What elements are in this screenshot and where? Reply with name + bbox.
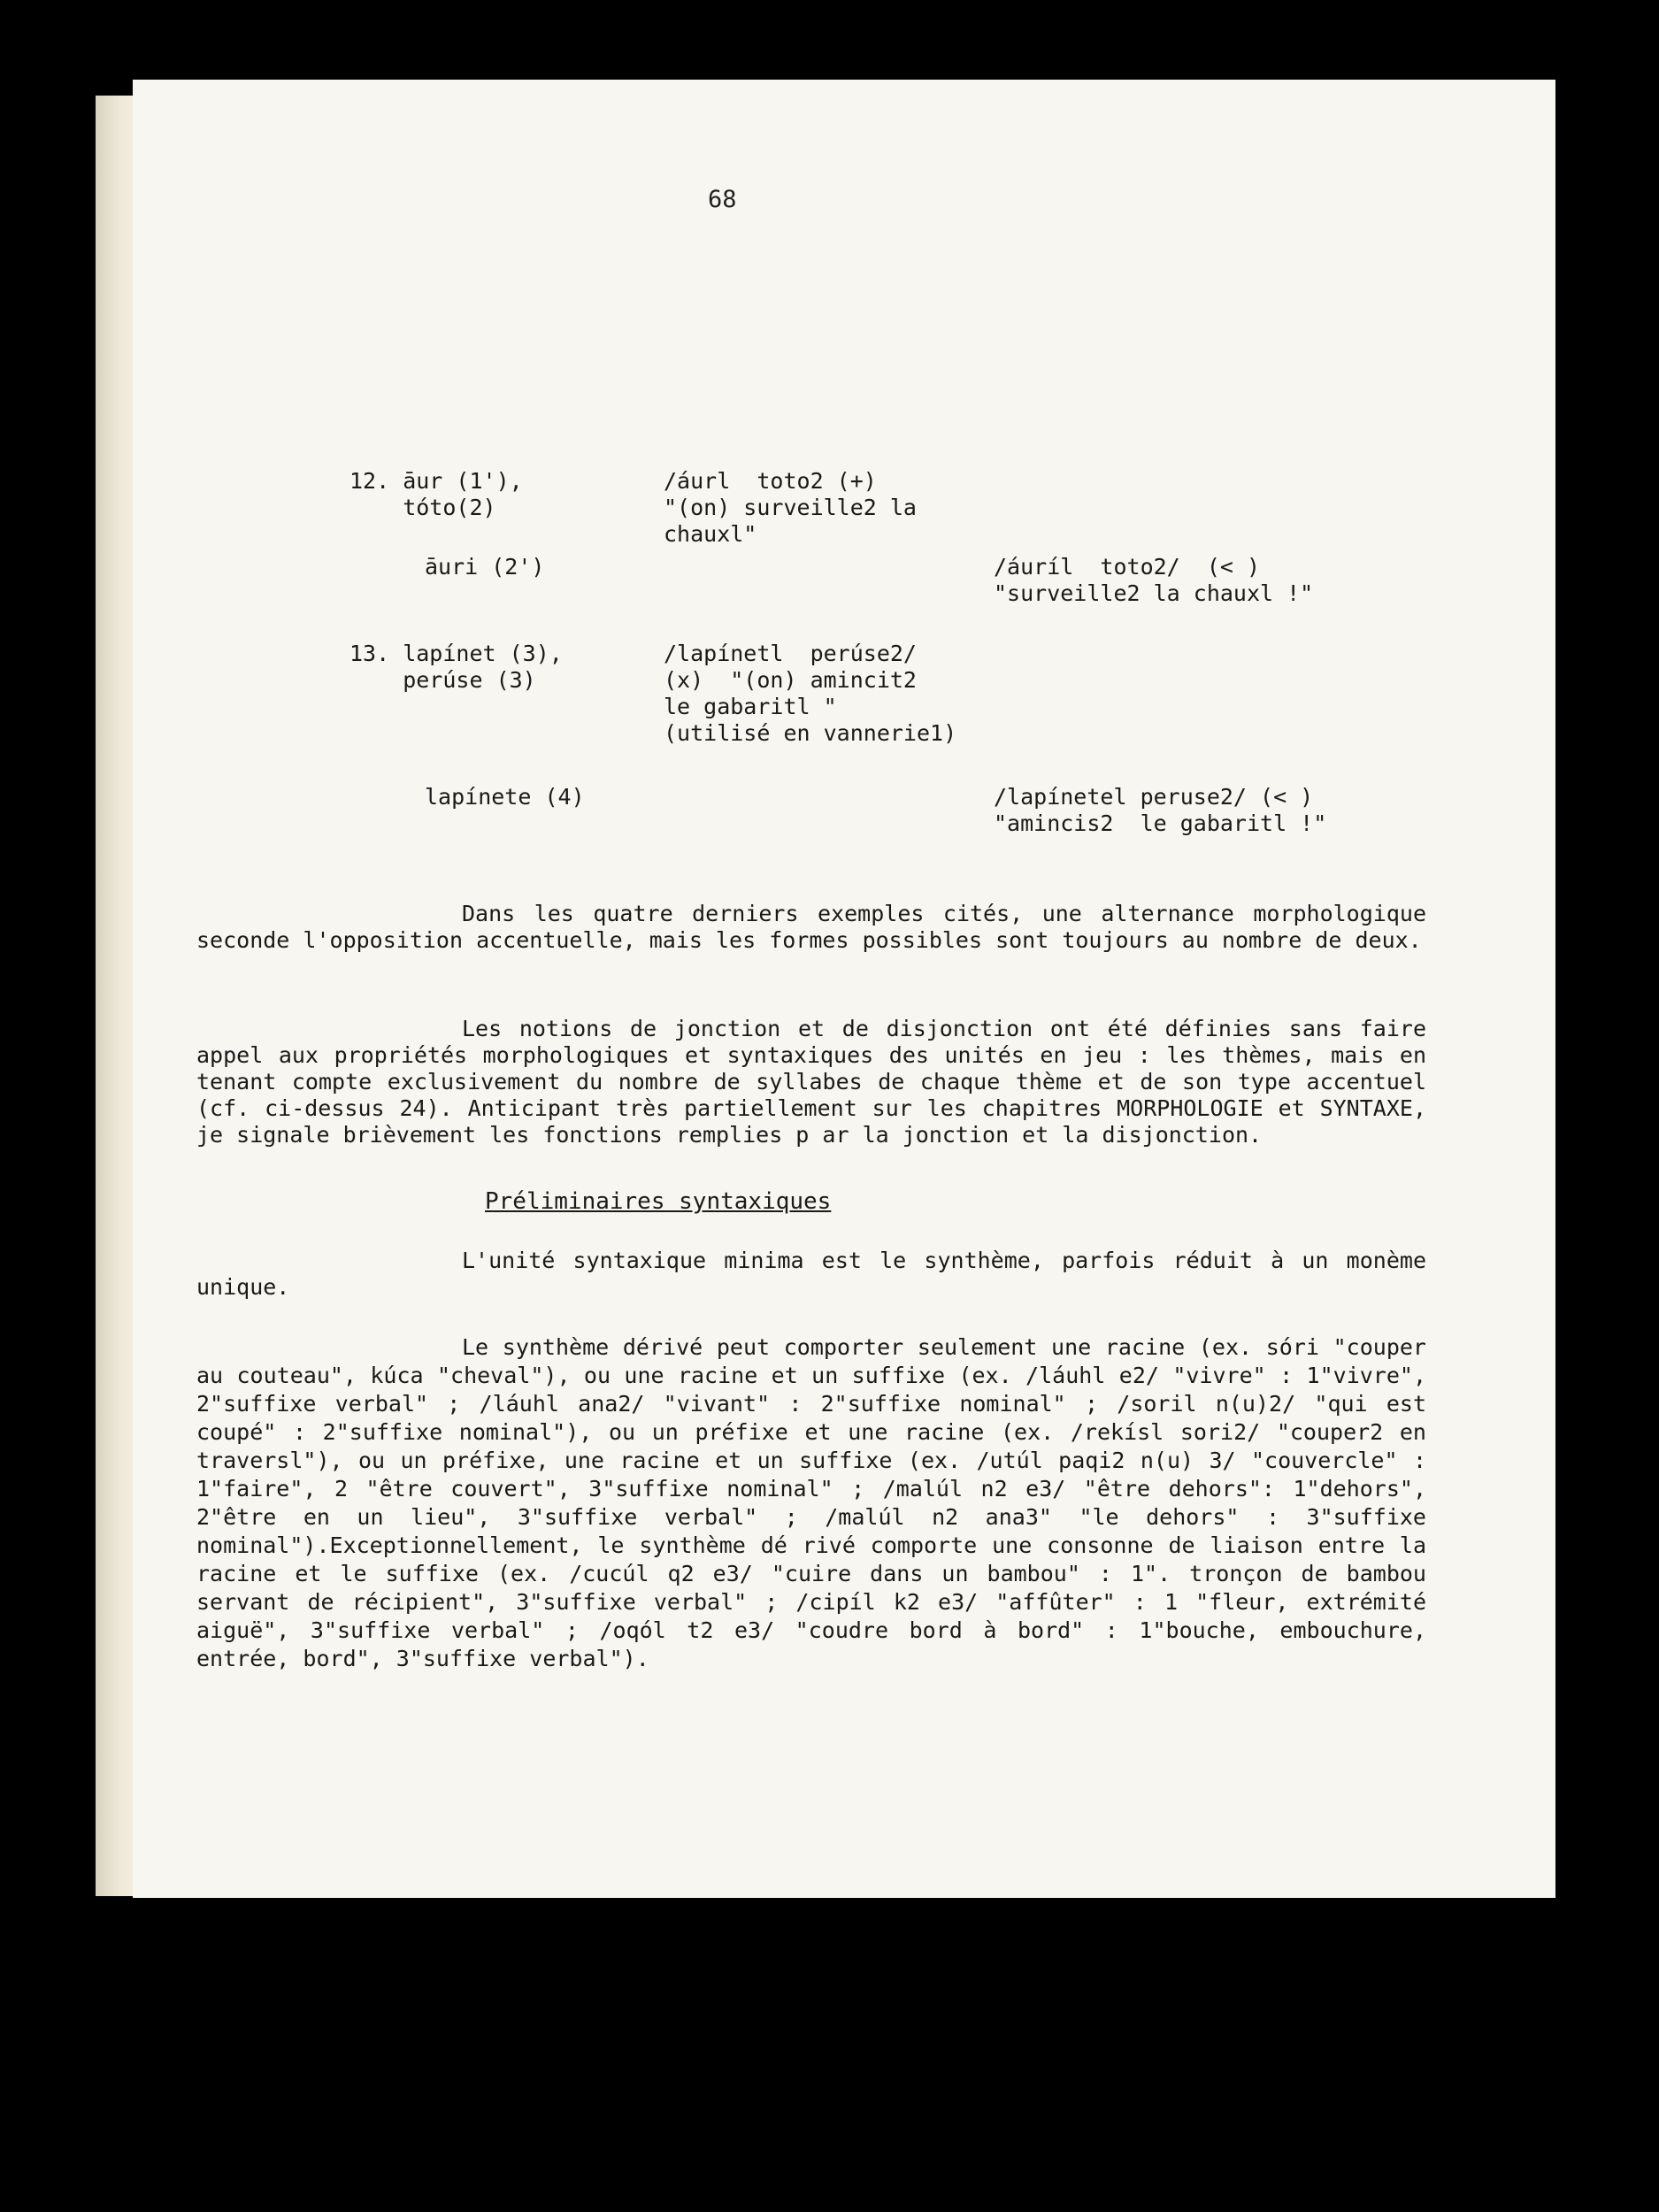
ex13-junction-a: /lapínetl perúse2/: [664, 641, 917, 666]
ex12-junction-a: /áurl toto2 (+): [664, 468, 877, 494]
ex12-alt-left: āuri (2'): [425, 554, 545, 580]
ex13-number-a: 13. lapínet (3),: [349, 641, 563, 666]
paragraph-1: [196, 901, 1426, 954]
ex13-junction-b: (x) "(on) amincit2: [664, 667, 917, 693]
ex12-disjunction-b: "surveille2 la chauxl !": [994, 580, 1314, 606]
page-number: 68: [708, 186, 737, 213]
ex12-disjunction-a: /áuríl toto2/ (< ): [994, 554, 1261, 580]
ex13-junction-c: le gabaritl ": [664, 694, 837, 719]
ex13-number-b: perúse (3): [349, 667, 536, 693]
ex13-disjunction-b: "amincis2 le gabaritl !": [994, 810, 1327, 836]
paragraph-3: [196, 1248, 1426, 1301]
paragraph-4-text: Le synthème dérivé peut comporter seulement une racine (ex. sóri "couper au couteau", kúca "cheval"), ou une racine et un suffixe (ex. /láuhl e2/ "vivre" : 1"vivre", 2"suffixe verbal" ; /láuhl ana2/ "vivant" : 2"suffixe nominal" ; /soril n(u)2/ "qui est coupé" : 2"suffixe nominal"), ou un préfixe et une racine (ex. /rekísl sori2/ "couper2 en traversl"), ou un préfixe, une racine et un suffixe (ex. /utúl paqi2 n(u) 3/ "couvercle" : 1"faire", 2 "être couvert", 3"suffixe nominal" ; /malúl n2 e3/ "être dehors": 1"dehors", 2"être en un lieu", 3"suffixe verbal" ; /malúl n2 ana3" "le dehors" : 3"suffixe nominal").Exceptionnellement, le synthème dé rivé comporte une consonne de liaison entre la racine et le suffixe (ex. /cucúl q2 e3/ "cuire dans un bambou" : 1". tronçon de bambou servant de récipient", 3"suffixe verbal" ; /cipíl k2 e3/ "affûter" : 1 "fleur, extrémité aiguë", 3"suffixe verbal" ; /oqól t2 e3/ "coudre bord à bord" : 1"bouche, embouchure, entrée, bord", 3"suffixe verbal").: [196, 1334, 1426, 1671]
paragraph-1-text: Dans les quatre derniers exemples cités, une alternance morphologique seconde l'opposition accentuelle, mais les formes possibles sont toujours au nombre de deux.: [196, 901, 1426, 953]
ex12-junction-b: "(on) surveille2 la: [664, 495, 917, 520]
ex12-number-a: 12. āur (1'),: [349, 468, 523, 494]
ex12-junction-c: chauxl": [664, 521, 757, 547]
ex13-alt-left: lapínete (4): [425, 784, 585, 810]
paragraph-4: [196, 1333, 1426, 1673]
paragraph-2-text: Les notions de jonction et de disjonction ont été définies sans faire appel aux propriétés morphologiques et syntaxiques des unités en jeu : les thèmes, mais en tenant compte exclusivement du nombre de syllabes de chaque thème et de son type accentuel (cf. ci-dessus 24). Anticipant très partiellement sur les chapitres MORPHOLOGIE et SYNTAXE, je signale brièvement les fonctions remplies p ar la jonction et la disjonction.: [196, 1016, 1426, 1148]
paragraph-3-text: L'unité syntaxique minima est le synthème, parfois réduit à un monème unique.: [196, 1248, 1426, 1300]
ex13-junction-d: (utilisé en vannerie1): [664, 720, 957, 746]
ex12-number-b: tóto(2): [349, 495, 496, 520]
section-heading: Préliminaires syntaxiques: [485, 1188, 832, 1215]
ex13-disjunction-a: /lapínetel peruse2/ (< ): [994, 784, 1314, 810]
paragraph-2: [196, 1016, 1426, 1148]
